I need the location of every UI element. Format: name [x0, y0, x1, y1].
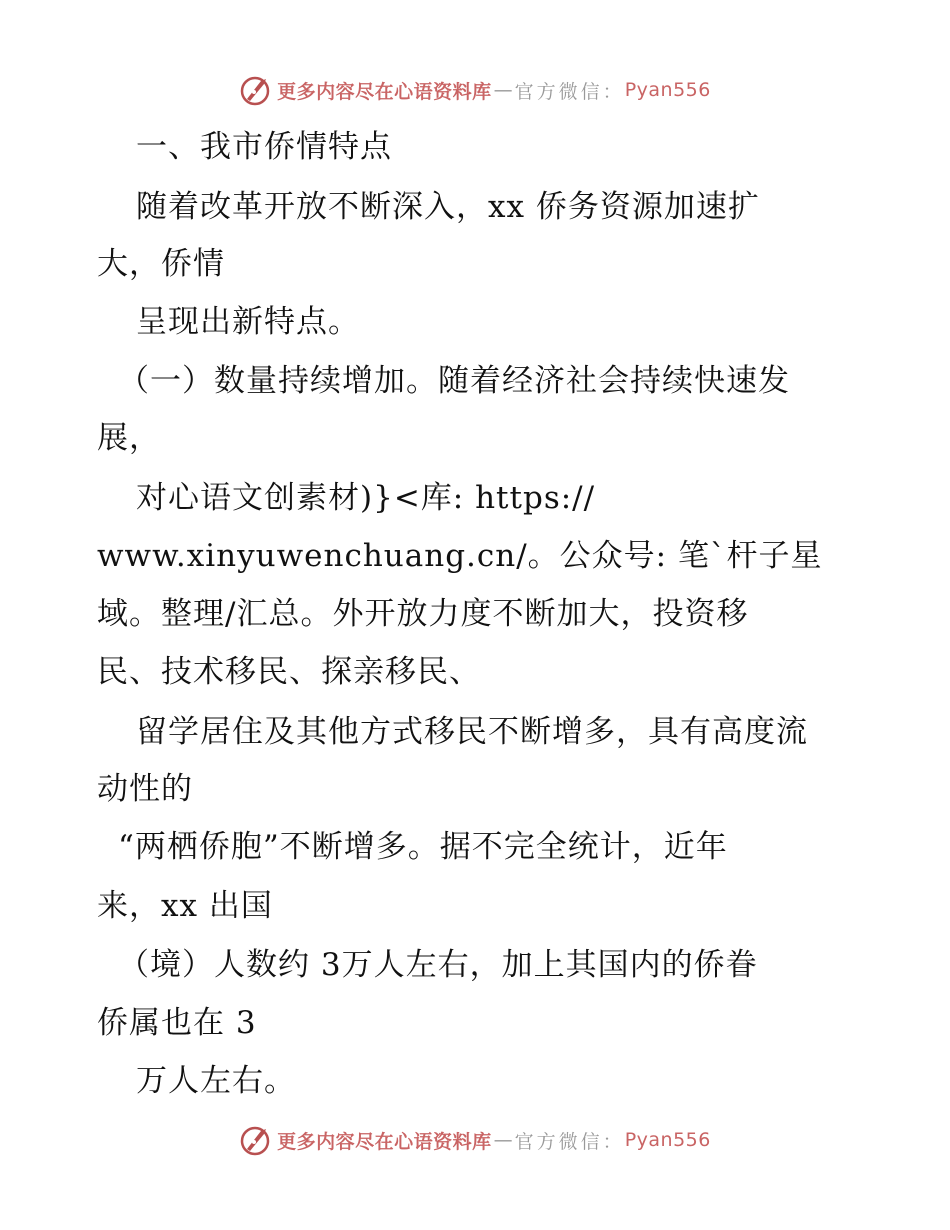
body-line: （境）人数约 3万人左右，加上其国内的侨眷: [118, 947, 758, 983]
banner-title: 更多内容尽在心语资料库: [277, 1130, 492, 1153]
body-line: 动性的: [97, 771, 193, 807]
body-line: 万人左右。: [136, 1063, 296, 1099]
body-line: 侨属也在 3: [97, 1005, 257, 1041]
body-line: 留学居住及其他方式移民不断增多，具有高度流: [136, 714, 808, 750]
body-line: 展，: [97, 420, 161, 456]
pen-logo-icon: [239, 73, 273, 107]
banner-wechat-label: 官方微信：: [514, 1130, 625, 1153]
header-banner: [0, 70, 950, 110]
body-line: 对心语文创素材)}<库: https://: [136, 480, 596, 516]
body-line: （一）数量持续增加。随着经济社会持续快速发: [118, 363, 790, 399]
section-heading: 一、我市侨情特点: [136, 129, 392, 165]
body-line: 域。整理/汇总。外开放力度不断加大，投资移: [97, 596, 749, 632]
body-line: 随着改革开放不断深入，xx 侨务资源加速扩: [136, 189, 760, 225]
banner-wechat-id: Pyan556: [624, 1129, 711, 1151]
banner-dash: —: [493, 79, 513, 101]
footer-banner: [0, 1120, 950, 1160]
body-line: 民、技术移民、探亲移民、: [97, 654, 481, 690]
pen-logo-icon: [239, 1123, 273, 1157]
body-line: 大，侨情: [97, 246, 225, 282]
body-line: 来，xx 出国: [97, 888, 273, 924]
body-line: “两栖侨胞”不断增多。据不完全统计，近年: [118, 829, 728, 865]
banner-dash: —: [493, 1129, 513, 1151]
banner-title: 更多内容尽在心语资料库: [277, 80, 492, 103]
body-line: www.xinyuwenchuang.cn/。公众号: 笔`杆子星: [97, 538, 823, 574]
body-line: 呈现出新特点。: [136, 304, 360, 340]
banner-wechat-id: Pyan556: [624, 79, 711, 101]
banner-wechat-label: 官方微信：: [514, 80, 625, 103]
